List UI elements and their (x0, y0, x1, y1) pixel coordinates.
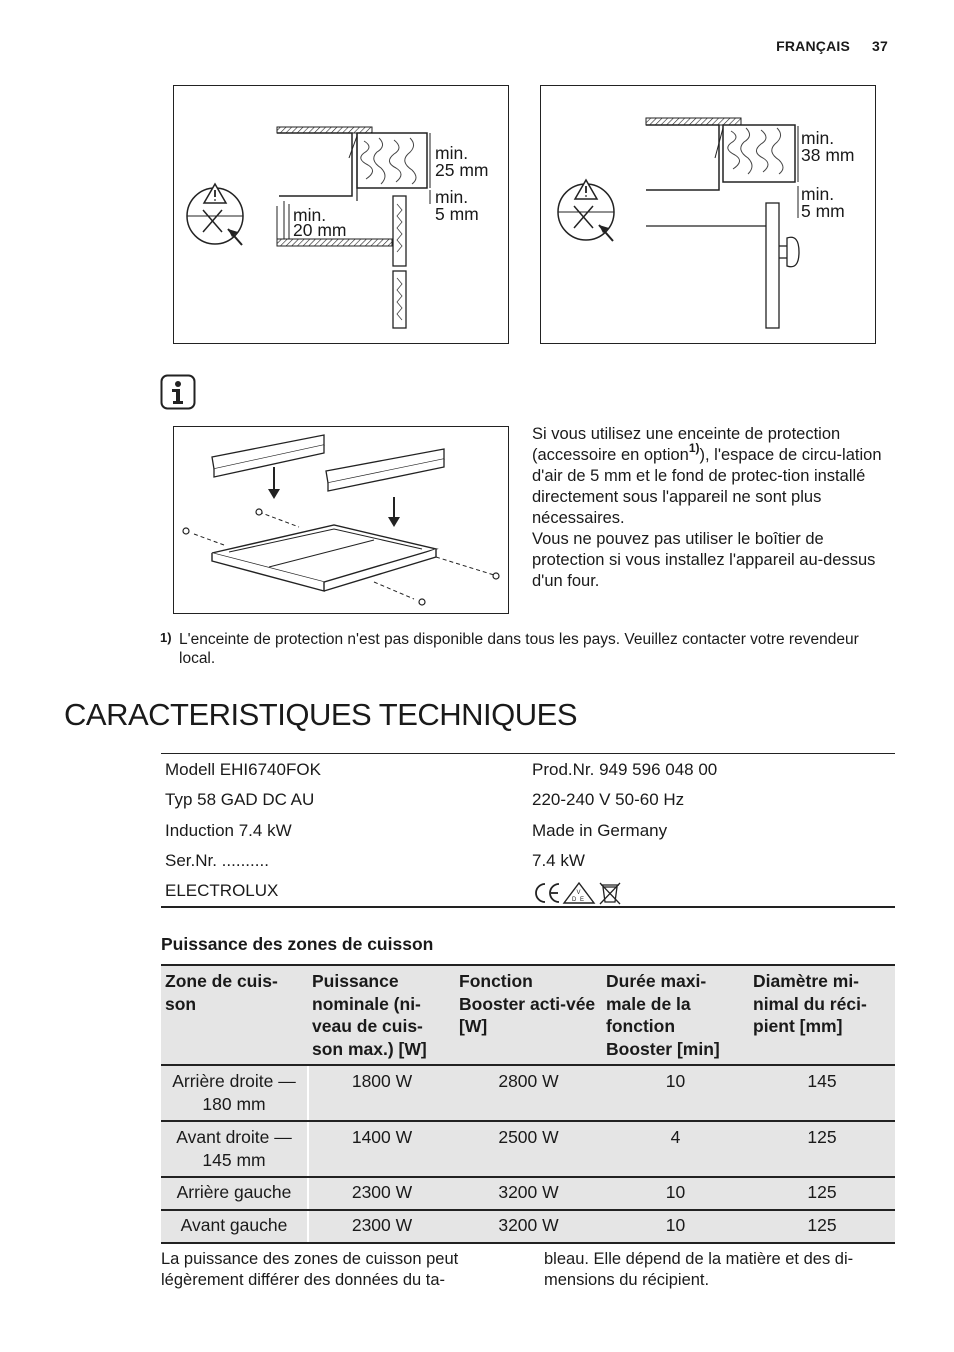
spec-right: 7.4 kW (532, 850, 585, 870)
cell-zone: Arrière droite — 180 mm (161, 1065, 308, 1121)
cert-marks (532, 881, 627, 905)
spec-row (161, 846, 895, 876)
installation-figure-right (540, 85, 876, 344)
spec-row (161, 785, 895, 815)
protection-note-para1 (532, 424, 884, 529)
label-min-5mm-left: min. 5 mm (435, 187, 479, 224)
spec-plate (161, 753, 895, 908)
cell-zone: Avant gauche (161, 1210, 308, 1243)
installation-diagram-left (174, 86, 508, 343)
cell-diameter: 125 (749, 1121, 895, 1177)
label-min-38mm: min. 38 mm (801, 128, 855, 165)
cell-diameter: 125 (749, 1210, 895, 1243)
language-label: FRANÇAIS (776, 38, 851, 54)
cell-booster: 3200 W (455, 1177, 602, 1210)
cell-diameter: 125 (749, 1177, 895, 1210)
cell-nominal: 1800 W (308, 1065, 455, 1121)
cell-booster: 2500 W (455, 1121, 602, 1177)
label-min-25mm: min. 25 mm (435, 143, 489, 180)
power-note-col2: bleau. Elle dépend de la matière et des di-mensions du récipient. (544, 1250, 854, 1289)
cell-duration: 10 (602, 1065, 749, 1121)
vde-mark-icon (564, 883, 594, 903)
spec-left: Ser.Nr. .......... (165, 850, 269, 870)
table-row (161, 1210, 895, 1243)
cell-diameter: 145 (749, 1065, 895, 1121)
header-booster-power: Fonction Booster acti-vée [W] (455, 965, 602, 1065)
label-min-20mm: min. 20 mm (293, 205, 347, 240)
cell-booster: 3200 W (455, 1210, 602, 1243)
table-row (161, 1177, 895, 1210)
protection-note-para2: Vous ne pouvez pas utiliser le boîtier de protection si vous installez l'appareil au-dessus d'un four. (532, 530, 876, 590)
footnote-text: L'enceinte de protection n'est pas disponible dans tous les pays. Veuillez contacter votre revendeur local. (179, 631, 859, 667)
power-table (161, 964, 895, 1244)
header-min-diameter: Diamètre mi-nimal du réci-pient [mm] (749, 965, 895, 1065)
header-booster-duration: Durée maxi-male de la fonction Booster [min] (602, 965, 749, 1065)
cell-duration: 10 (602, 1177, 749, 1210)
spec-right: 220-240 V 50-60 Hz (532, 790, 685, 810)
cell-zone: Arrière gauche (161, 1177, 308, 1210)
note-part2: ), l'espace de circu-lation d'air de 5 mm et le fond de protec-tion installé directement sous l'appareil ne sont plus nécessaires. (532, 446, 882, 527)
cell-nominal: 1400 W (308, 1121, 455, 1177)
footnote (160, 630, 880, 668)
svg-text:D: D (572, 897, 577, 904)
note-footnote-ref: 1) (688, 440, 700, 455)
header-nominal-power: Puissance nominale (ni-veau de cuis-son max.) [W] (308, 965, 455, 1065)
power-table-heading: Puissance des zones de cuisson (161, 934, 434, 954)
table-row (161, 1121, 895, 1177)
installation-diagram-right (541, 86, 875, 343)
section-title: CARACTERISTIQUES TECHNIQUES (64, 697, 578, 732)
spec-row (161, 755, 895, 785)
power-table-header-row (161, 965, 895, 1065)
spec-row (161, 816, 895, 846)
spec-right: Made in Germany (532, 820, 668, 840)
cell-zone: Avant droite — 145 mm (161, 1121, 308, 1177)
power-note-col1: La puissance des zones de cuisson peut légèrement différer des données du ta- (161, 1250, 459, 1289)
spec-row (161, 876, 895, 906)
installation-figure-left (173, 85, 509, 344)
protection-box-figure (173, 426, 509, 614)
cell-booster: 2800 W (455, 1065, 602, 1121)
cell-nominal: 2300 W (308, 1177, 455, 1210)
page-header (776, 38, 888, 54)
header-zone: Zone de cuis-son (161, 965, 308, 1065)
protection-note (532, 424, 884, 592)
table-row (161, 1065, 895, 1121)
cell-duration: 4 (602, 1121, 749, 1177)
svg-text:V: V (576, 890, 581, 897)
spec-left: Typ 58 GAD DC AU (165, 790, 315, 810)
svg-text:E: E (580, 897, 585, 904)
protection-box-diagram (174, 427, 508, 613)
page-number: 37 (872, 38, 888, 54)
spec-left: Induction 7.4 kW (165, 820, 292, 840)
ce-mark-icon (536, 884, 559, 902)
footnote-mark: 1) (160, 630, 172, 645)
weee-bin-icon (600, 883, 620, 904)
info-icon (160, 374, 196, 410)
label-min-5mm-right: min. 5 mm (801, 184, 845, 221)
cell-duration: 10 (602, 1210, 749, 1243)
spec-left: Modell EHI6740FOK (165, 760, 321, 779)
cell-nominal: 2300 W (308, 1210, 455, 1243)
note-part1: Si vous utilisez une enceinte de protection (accessoire en option (532, 425, 841, 464)
spec-right: Prod.Nr. 949 596 048 00 (532, 760, 718, 779)
spec-left: ELECTROLUX (165, 881, 279, 901)
